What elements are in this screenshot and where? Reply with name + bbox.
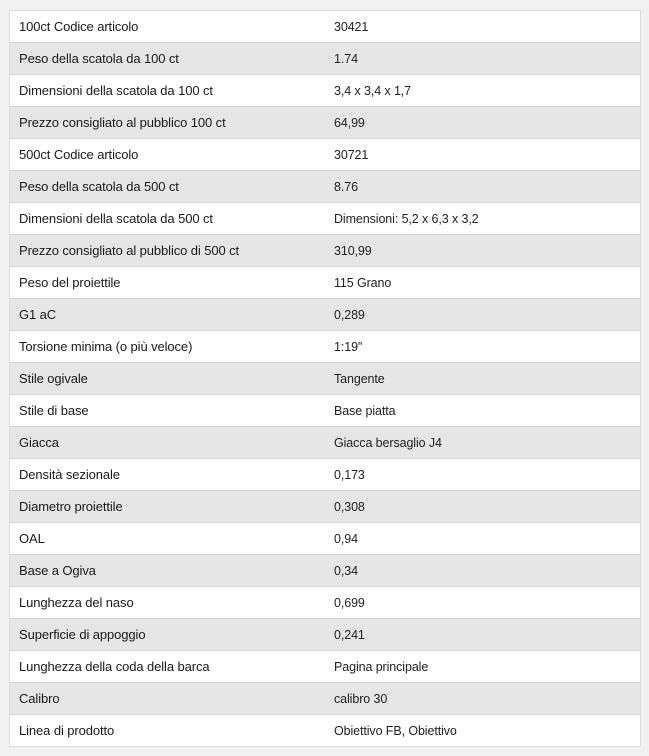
spec-row-caliber (10, 682, 640, 714)
spec-row-bullet-weight (10, 266, 640, 298)
spec-table (9, 10, 641, 747)
spec-value: 115 Grano (334, 275, 392, 290)
spec-label: Dimensioni della scatola da 500 ct (19, 211, 213, 226)
spec-value: Base piatta (334, 403, 396, 418)
spec-row-item-number-500 (10, 138, 640, 170)
spec-label: Linea di prodotto (19, 723, 115, 738)
spec-label: Peso della scatola da 500 ct (19, 179, 179, 194)
spec-row-bearing-surface (10, 618, 640, 650)
spec-value: 3,4 x 3,4 x 1,7 (334, 83, 412, 98)
spec-label: Prezzo consigliato al pubblico di 500 ct (19, 243, 240, 258)
spec-row-base-to-ogive (10, 554, 640, 586)
spec-value: 8.76 (334, 179, 358, 194)
spec-label: Prezzo consigliato al pubblico 100 ct (19, 115, 226, 130)
spec-value: Pagina principale (334, 659, 429, 674)
spec-value: Obiettivo FB, Obiettivo (334, 723, 457, 738)
spec-value: 30721 (334, 147, 369, 162)
spec-label: Stile ogivale (19, 371, 88, 386)
spec-label: Stile di base (19, 403, 89, 418)
spec-value: Tangente (334, 371, 385, 386)
spec-row-box-weight-100 (10, 42, 640, 74)
spec-label: 500ct Codice articolo (19, 147, 139, 162)
spec-row-oal (10, 522, 640, 554)
spec-row-ogive-style (10, 362, 640, 394)
spec-value: 1.74 (334, 51, 358, 66)
spec-row-min-twist (10, 330, 640, 362)
spec-value: 0,241 (334, 627, 365, 642)
spec-row-g1-bc (10, 298, 640, 330)
spec-label: Base a Ogiva (19, 563, 96, 578)
spec-label: Densità sezionale (19, 467, 120, 482)
spec-row-box-weight-500 (10, 170, 640, 202)
spec-value: Dimensioni: 5,2 x 6,3 x 3,2 (334, 211, 479, 226)
spec-value: 0,308 (334, 499, 365, 514)
spec-value: 0,34 (334, 563, 358, 578)
spec-label: Peso della scatola da 100 ct (19, 51, 179, 66)
spec-row-item-number-100 (10, 11, 640, 42)
spec-value: 1:19" (334, 339, 363, 354)
spec-row-base-style (10, 394, 640, 426)
spec-row-jacket (10, 426, 640, 458)
spec-value: 0,289 (334, 307, 365, 322)
spec-value: Giacca bersaglio J4 (334, 435, 442, 450)
spec-value: 30421 (334, 19, 369, 34)
spec-label: Diametro proiettile (19, 499, 123, 514)
spec-value: 64,99 (334, 115, 365, 130)
spec-label: G1 aC (19, 307, 57, 322)
spec-value: 310,99 (334, 243, 372, 258)
spec-label: Lunghezza della coda della barca (19, 659, 210, 674)
spec-label: Superficie di appoggio (19, 627, 146, 642)
spec-label: Calibro (19, 691, 60, 706)
spec-value: calibro 30 (334, 691, 388, 706)
spec-label: Lunghezza del naso (19, 595, 134, 610)
spec-value: 0,173 (334, 467, 365, 482)
spec-label: Giacca (19, 435, 59, 450)
spec-row-product-line (10, 714, 640, 746)
spec-row-sectional-density (10, 458, 640, 490)
spec-row-msrp-500 (10, 234, 640, 266)
spec-label: Dimensioni della scatola da 100 ct (19, 83, 213, 98)
spec-row-box-dimensions-100 (10, 74, 640, 106)
spec-row-msrp-100 (10, 106, 640, 138)
spec-row-boattail-length (10, 650, 640, 682)
spec-row-nose-length (10, 586, 640, 618)
spec-label: 100ct Codice articolo (19, 19, 139, 34)
spec-label: Peso del proiettile (19, 275, 121, 290)
spec-row-bullet-diameter (10, 490, 640, 522)
spec-label: OAL (19, 531, 45, 546)
spec-value: 0,699 (334, 595, 365, 610)
spec-value: 0,94 (334, 531, 358, 546)
spec-label: Torsione minima (o più veloce) (19, 339, 193, 354)
spec-row-box-dimensions-500 (10, 202, 640, 234)
